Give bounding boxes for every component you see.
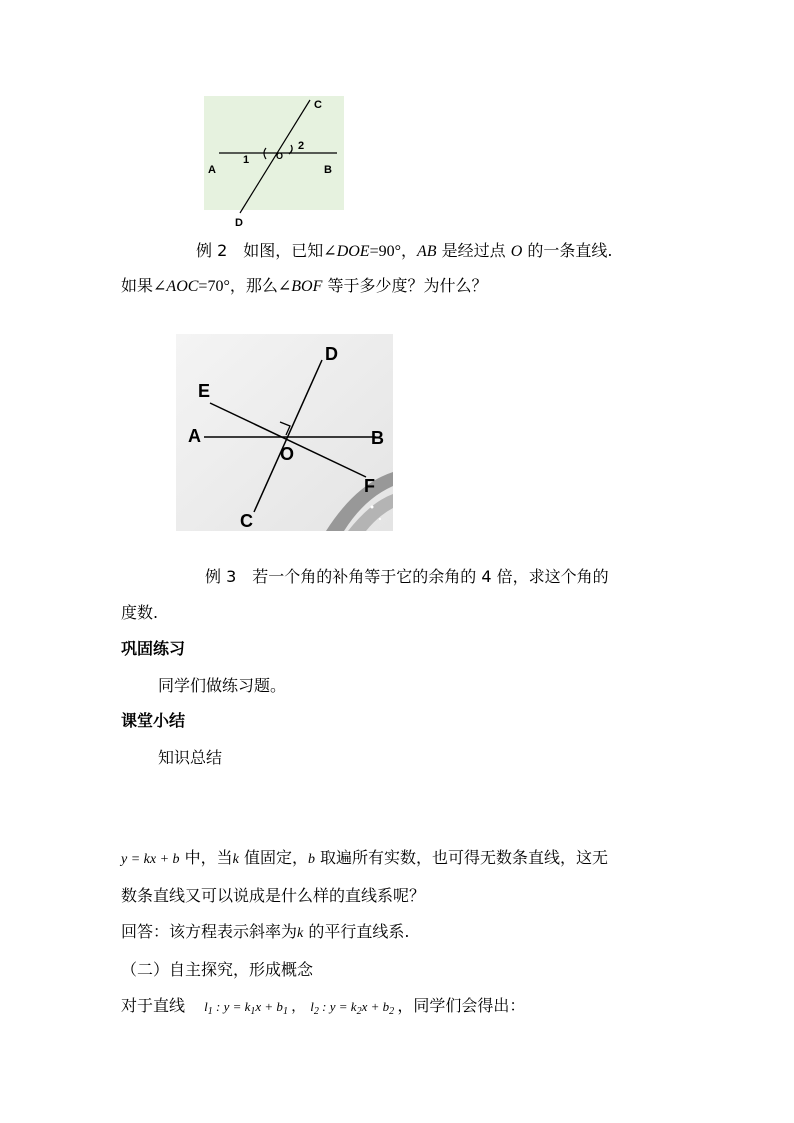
- l1-sub: 1: [207, 1006, 213, 1017]
- example-2-line-1: [196, 241, 613, 262]
- label-e-2: E: [198, 381, 211, 401]
- l1-eq-b: x + b: [255, 999, 283, 1014]
- answer-line: [121, 922, 409, 944]
- l2-eq-a: : y = k: [318, 999, 357, 1014]
- l1-b-sub: 1: [282, 1006, 288, 1017]
- angle-doe: ∠DOE: [323, 243, 370, 260]
- label-a: A: [208, 164, 216, 176]
- paragraph-text-1: 中，当: [179, 848, 233, 867]
- last-suffix: ，同学们会得出：: [397, 996, 526, 1015]
- angle-doe-value: =90°，: [369, 243, 418, 260]
- angle-aoc-value: =70°，那么: [198, 278, 278, 295]
- l1-k-sub: 1: [250, 1006, 256, 1017]
- example-3-line-2: 度数.: [121, 603, 159, 622]
- angle-aoc: ∠AOC: [153, 278, 199, 295]
- angle-bof: ∠BOF: [277, 278, 323, 295]
- answer-prefix: 回答：该方程表示斜率为: [121, 922, 298, 941]
- variable-b: b: [307, 852, 315, 867]
- point-o: O: [510, 243, 523, 260]
- last-line: 对于直线 $l_1$ : $y = k_1x + b_1$ ， $l_2$ : $y = k_2x + b_2$ ，同学们会得出：: [121, 996, 526, 1017]
- l2-eq-b: x + b: [361, 999, 390, 1014]
- label-1: 1: [243, 154, 250, 166]
- label-f-2: F: [364, 476, 375, 496]
- paragraph-line-1: [121, 848, 608, 870]
- paragraph-text-2: 值固定，: [238, 848, 308, 867]
- formula-l2: [310, 999, 397, 1017]
- summary-heading: 课堂小结: [121, 711, 186, 730]
- summary-body: 知识总结: [158, 748, 223, 767]
- l2-k-sub: 2: [356, 1006, 362, 1017]
- paragraph-text-3: 取遍所有实数，也可得无数条直线，这无: [314, 848, 609, 867]
- label-b-2: B: [371, 428, 384, 448]
- label-o-2: O: [280, 444, 295, 464]
- sparkle-2: [379, 518, 381, 520]
- example-2-line-2: [121, 276, 487, 297]
- last-text: 对于直线: [121, 996, 186, 1015]
- formula-l1: [204, 999, 291, 1017]
- label-c-2: C: [240, 511, 253, 531]
- l1-name: l: [204, 999, 208, 1014]
- l2-b-sub: 2: [389, 1006, 395, 1017]
- example-2-intro: 例 2 如图，已知: [196, 241, 324, 260]
- practice-heading: 巩固练习: [121, 639, 186, 658]
- example-2-if: 如果: [121, 276, 154, 295]
- sparkle-1: [371, 506, 374, 509]
- label-o: O: [276, 151, 284, 161]
- practice-body: 同学们做练习题。: [158, 676, 287, 695]
- variable-k: k: [232, 852, 239, 867]
- label-2: 2: [298, 140, 305, 152]
- answer-suffix: 的平行直线系.: [303, 922, 410, 941]
- example-3-line-1: 例 3 若一个角的补角等于它的余角的 4 倍，求这个角的: [205, 567, 609, 586]
- l2-name: l: [310, 999, 314, 1014]
- label-b: B: [324, 164, 332, 176]
- line-ab-name: AB: [417, 243, 437, 260]
- label-a-2: A: [188, 426, 201, 446]
- subheading-explore: （二）自主探究，形成概念: [121, 960, 314, 979]
- label-d: D: [235, 217, 243, 229]
- figure-2-lines: [176, 334, 393, 531]
- example-2-text-b: 是经过点: [436, 241, 511, 260]
- figure-1-intersecting-lines: [204, 96, 344, 231]
- l1-eq-a: : y = k: [212, 999, 251, 1014]
- equation-y-kx-b: y = kx + b: [121, 852, 180, 867]
- answer-k: k: [297, 926, 304, 941]
- l2-sub: 2: [313, 1006, 319, 1017]
- example-2-text-c: 的一条直线.: [522, 241, 613, 260]
- paragraph-line-2: 数条直线又可以说成是什么样的直线系呢？: [121, 886, 426, 905]
- label-d-2: D: [325, 344, 338, 364]
- label-c: C: [314, 99, 322, 111]
- example-2-question: 等于多少度？为什么？: [322, 276, 488, 295]
